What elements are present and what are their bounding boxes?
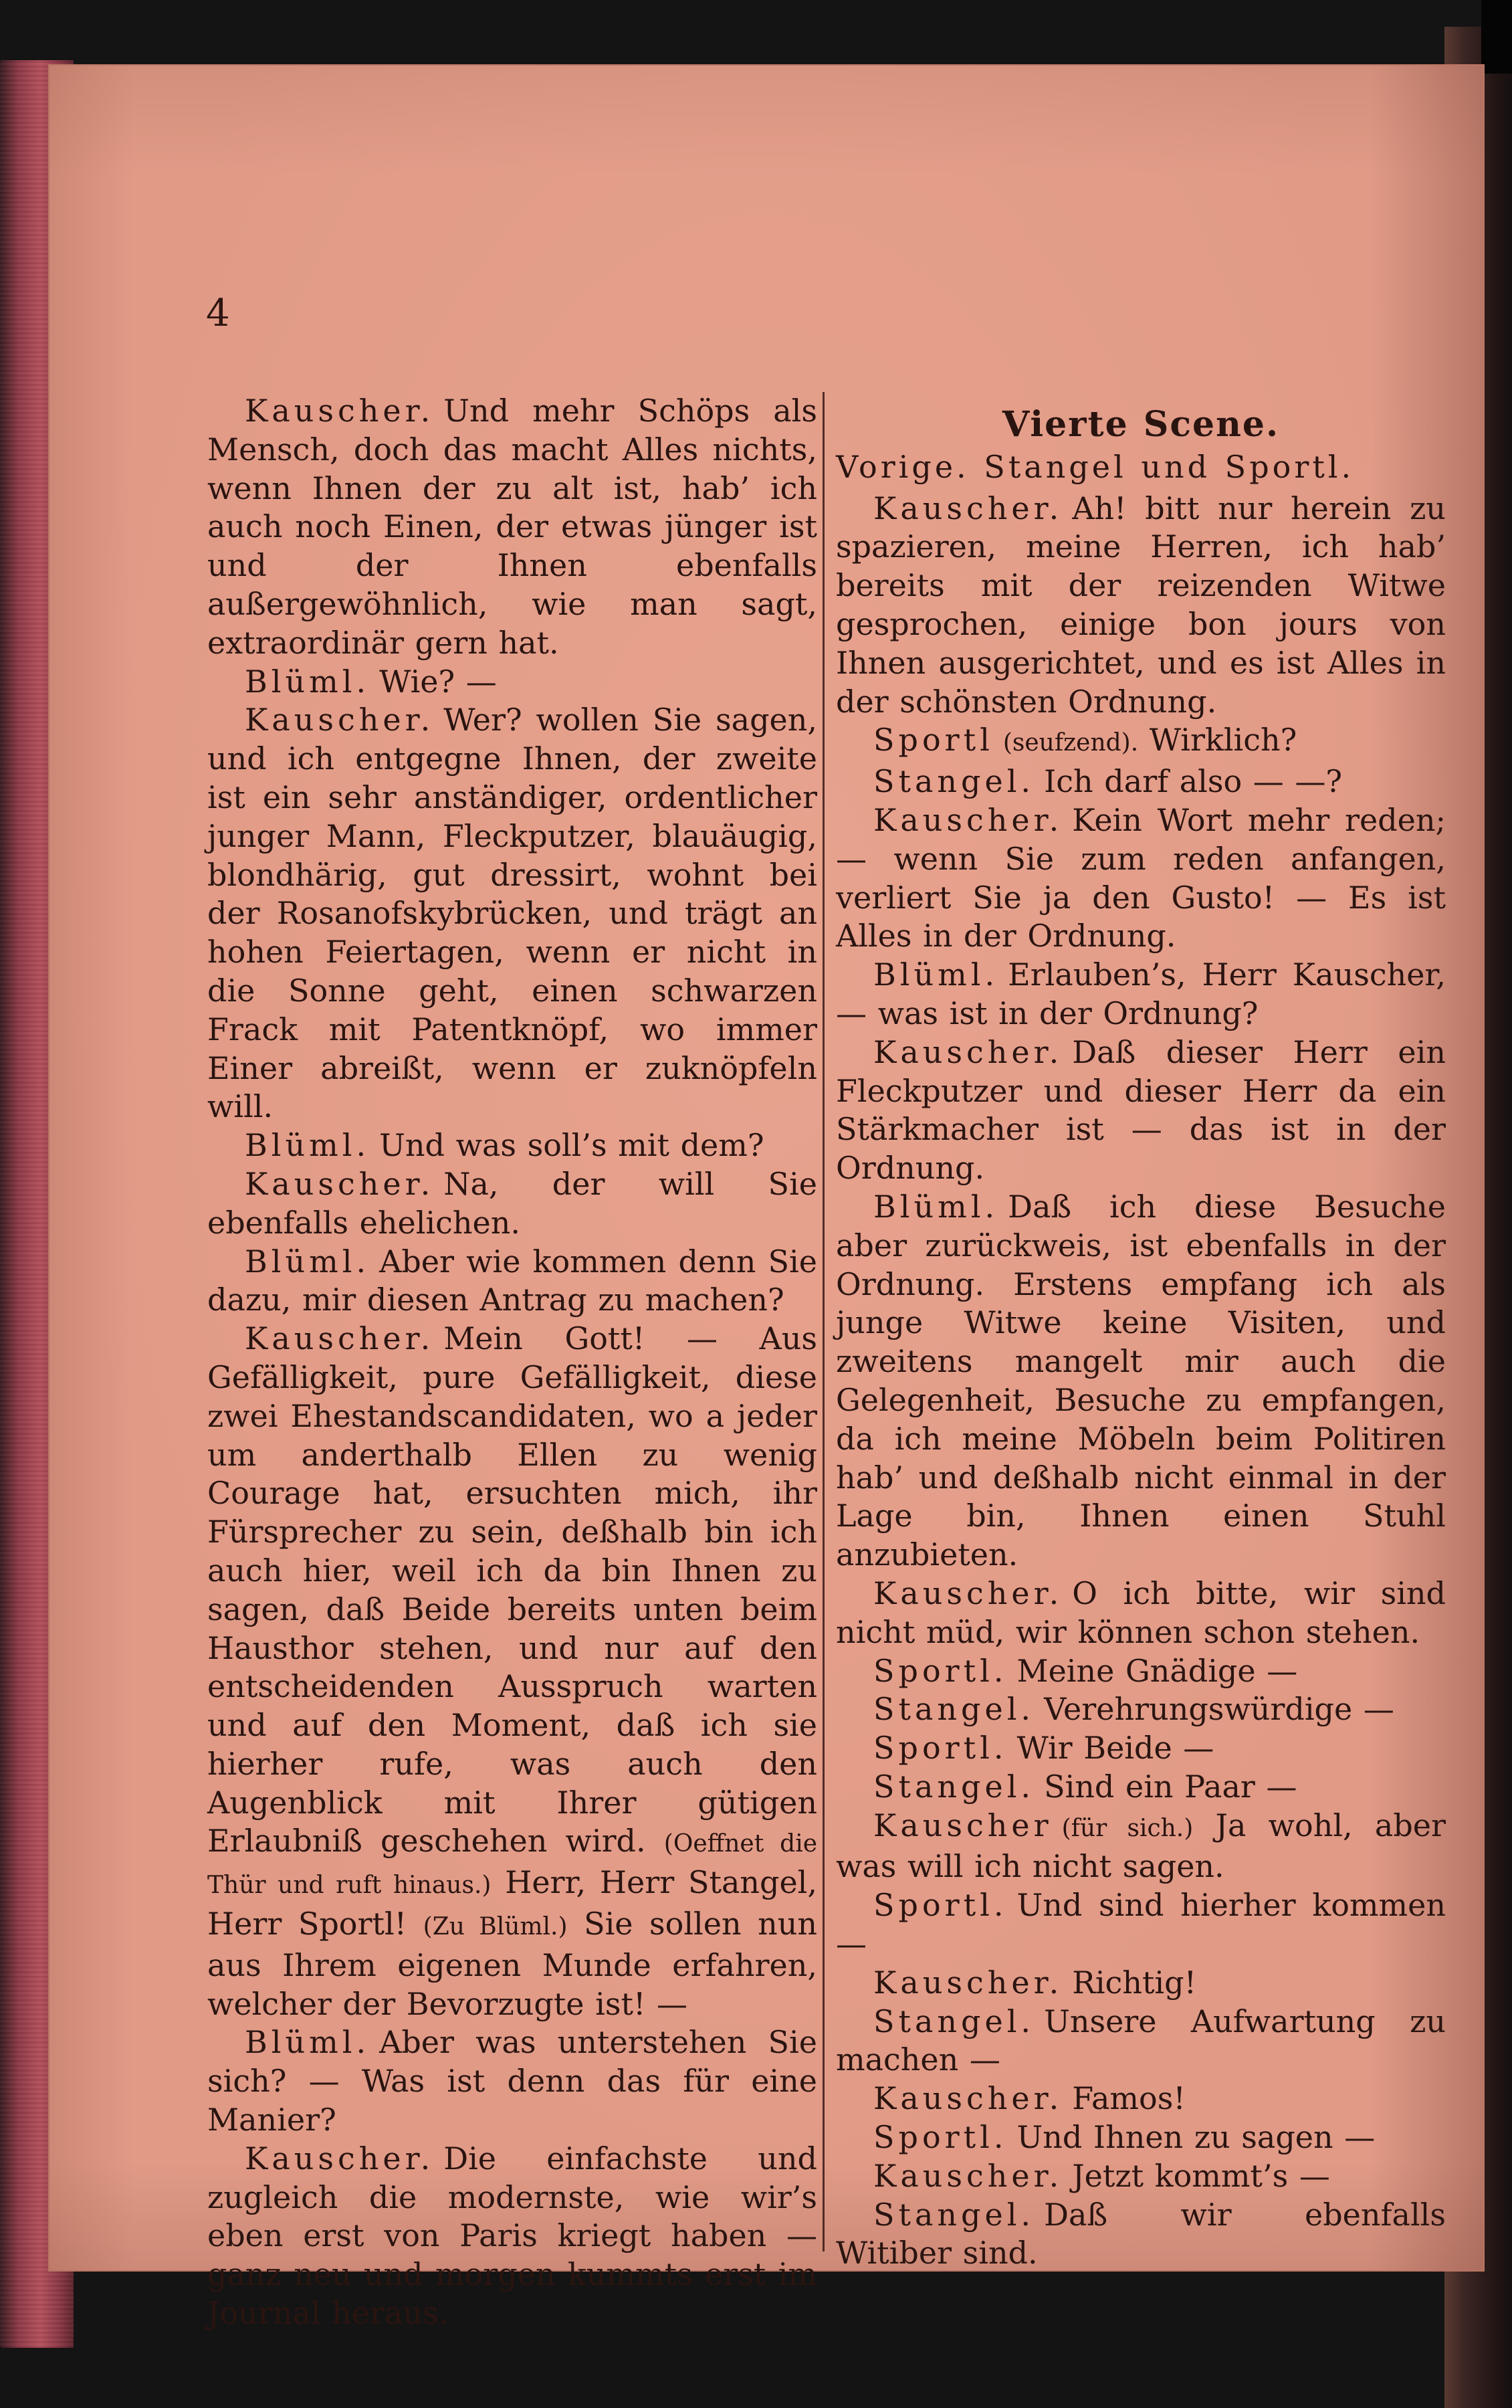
speaker-name: Sportl. [873, 1887, 1008, 1924]
dialogue-line [836, 1188, 1446, 1575]
dialogue-line [207, 392, 817, 663]
speaker-name: Kauscher. [873, 1033, 1063, 1070]
speech-text: Daß wir ebenfalls Witiber sind. [836, 2196, 1446, 2272]
speaker-name: Kauscher. [245, 1320, 435, 1357]
dialogue-line [836, 763, 1446, 801]
scan-corner [1481, 0, 1512, 74]
speaker-name: Kauscher. [245, 2140, 435, 2177]
dialogue-line [836, 956, 1446, 1033]
dialogue-line [836, 2157, 1446, 2196]
dialogue-line [207, 2023, 817, 2139]
speech-text: Meine Gnädige — [1016, 1652, 1298, 1689]
right-column [836, 405, 1446, 2273]
dialogue-line [836, 1690, 1446, 1729]
page-number: 4 [206, 292, 230, 335]
speech-text: Die einfachste und zugleich die modernste, wie wir’s eben erst von Paris kriegt haben — ganz neu und morgen kummts erst im Journal heraus. [207, 2140, 817, 2332]
dialogue-line [836, 721, 1446, 763]
speaker-name: Kauscher. [873, 2080, 1063, 2117]
speech-text: Richtig! [1072, 1964, 1197, 2001]
speaker-name: Sportl [873, 722, 994, 759]
dialogue-line [836, 1807, 1446, 1887]
speaker-name: Stangel. [873, 2003, 1035, 2039]
speech-text: Und was soll’s mit dem? [379, 1127, 764, 1164]
speaker-name: Kauscher. [873, 1964, 1063, 2001]
speech-text: Ah! bitt nur herein zu spazieren, meine Herren, ich hab’ bereits mit der reizenden Witwe gesprochen, einige bon jours von Ihnen ausgerichtet, und es ist Alles in der schönsten Ordnung. [836, 490, 1446, 720]
stage-direction: (Oeffnet die Thür und ruft hinaus.) [207, 1830, 818, 1900]
speech-text: Wer? wollen Sie sagen, und ich entgegne Ihnen, der zweite ist ein sehr anständiger, ordentlicher junger Mann, Fleckputzer, blauäugig, blondhärig, gut dressirt, wohnt bei der Rosanofskybrücken, und trägt an hohen Feiertagen, wenn er nicht in die Sonne geht, einen schwarzen Frack mit Patentknöpf, wo immer Einer abreißt, wenn er zuknöpfeln will. [207, 702, 817, 1125]
speaker-name: Sportl. [873, 1652, 1008, 1689]
dialogue-line [836, 2118, 1446, 2157]
speaker-name: Kauscher. [873, 2157, 1063, 2194]
speech-text: Daß ich diese Besuche aber zurückweis, ist ebenfalls in der Ordnung. Erstens empfang ich als junge Witwe keine Visiten, und zweitens mangelt mir auch die Gelegenheit, Besuche zu empfangen, da ich meine Möbeln beim Politiren hab’ und deßhalb nicht einmal in der Lage bin, Ihnen einen Stuhl anzubieten. [836, 1188, 1446, 1573]
speaker-name: Kauscher. [245, 393, 435, 429]
speaker-name: Blüml. [245, 1127, 370, 1164]
dialogue-line [836, 2003, 1446, 2080]
speech-text: Wir Beide — [1016, 1730, 1214, 1767]
speaker-name: Sportl. [873, 2119, 1008, 2156]
speech-text: Wie? — [379, 663, 497, 700]
speaker-name: Stangel. [873, 1691, 1035, 1728]
speech-text: Sind ein Paar — [1044, 1768, 1297, 1805]
speech-text: Ich darf also — —? [1044, 763, 1343, 800]
cast-line: Vorige. Stangel und Sportl. [836, 448, 1355, 485]
dialogue-line [836, 1575, 1446, 1652]
dialogue-line [207, 1320, 817, 2023]
stage-direction: (Zu Blüml.) [423, 1913, 568, 1941]
speech-text: Und Ihnen zu sagen — [1016, 2119, 1376, 2156]
stage-direction: (seufzend). [1002, 729, 1139, 757]
left-column [207, 392, 817, 2333]
speaker-name: Kauscher. [873, 490, 1063, 526]
speaker-name: Kauscher. [245, 1165, 435, 1202]
speaker-name: Sportl. [873, 1730, 1008, 1767]
speech-text: Na, der will Sie ebenfalls ehelichen. [207, 1165, 817, 1241]
speech-text: Sie sollen nun aus Ihrem eigenen Munde erfahren, welcher der Bevorzugte ist! — [207, 1906, 817, 2022]
speech-text: Wirklich? [1149, 722, 1297, 759]
speaker-name: Kauscher. [245, 702, 435, 738]
speech-text: O ich bitte, wir sind nicht müd, wir können schon stehen. [836, 1575, 1446, 1650]
speech-text: Mein Gott! — Aus Gefälligkeit, pure Gefälligkeit, diese zwei Ehestandscandidaten, wo a jeder um anderthalb Ellen zu wenig Courage hat, ersuchten mich, ihr Fürsprecher zu sein, deßhalb bin ich auch hier, weil ich da bin Ihnen zu sagen, daß Beide bereits unten beim Hausthor stehen, und nur auf den entscheidenden Ausspruch warten und auf den Moment, daß ich sie hierher rufe, was auch den Augenblick mit Ihrer gütigen Erlaubniß geschehen wird. [207, 1320, 817, 1860]
dialogue-line [207, 701, 817, 1126]
speech-text: Kein Wort mehr reden; — wenn Sie zum reden anfangen, verliert Sie ja den Gusto! — Es ist Alles in der Ordnung. [836, 801, 1446, 955]
speaker-name: Stangel. [873, 1768, 1035, 1805]
dialogue-line [836, 1033, 1446, 1188]
dialogue-line [207, 2140, 817, 2333]
dialogue-line [836, 2080, 1446, 2118]
speaker-name: Blüml. [873, 957, 999, 993]
dialogue-line [836, 1729, 1446, 1768]
speaker-name: Kauscher [873, 1807, 1053, 1843]
speaker-name: Stangel. [873, 763, 1035, 800]
dialogue-line [207, 1126, 817, 1165]
dialogue-line [836, 2196, 1446, 2274]
column-divider [823, 392, 825, 2251]
scene-title: Vierte Scene. [1002, 404, 1280, 445]
dialogue-line [207, 663, 817, 702]
dialogue-line [836, 1652, 1446, 1691]
dialogue-line [836, 1886, 1446, 1964]
speech-text: Herr, Herr Stangel, Herr Sportl! [207, 1864, 817, 1942]
stage-direction: (für sich.) [1061, 1814, 1194, 1842]
dialogue-line [836, 490, 1446, 722]
speech-text: Famos! [1072, 2080, 1186, 2117]
dialogue-line [207, 1243, 817, 1320]
speech-text: Unsere Aufwartung zu machen — [836, 2003, 1446, 2078]
speech-text: Und sind hierher kommen — [836, 1887, 1446, 1963]
speaker-name: Blüml. [245, 2024, 370, 2061]
speech-text: Ja wohl, aber was will ich nicht sagen. [836, 1807, 1446, 1885]
speech-text: Erlauben’s, Herr Kauscher, — was ist in der Ordnung? [836, 957, 1446, 1031]
speech-text: Aber was unterstehen Sie sich? — Was ist denn das für eine Manier? [207, 2024, 817, 2138]
dialogue-line [836, 1964, 1446, 2003]
speech-text: Jetzt kommt’s — [1072, 2157, 1330, 2194]
dialogue-line [836, 1768, 1446, 1807]
speech-text: Daß dieser Herr ein Fleckputzer und dieser Herr da ein Stärkmacher ist — das ist in der Ordnung. [836, 1033, 1446, 1187]
speaker-name: Blüml. [245, 1243, 370, 1280]
page-sheet [48, 64, 1485, 2332]
speech-text: Und mehr Schöps als Mensch, doch das macht Alles nichts, wenn Ihnen der zu alt ist, hab’ ich auch noch Einen, der etwas jünger ist und der Ihnen ebenfalls außergewöhnlich, wie man sagt, extraordinär gern hat. [207, 393, 817, 661]
speech-text: Aber wie kommen denn Sie dazu, mir diesen Antrag zu machen? [207, 1243, 817, 1318]
speaker-name: Kauscher. [873, 801, 1063, 838]
speaker-name: Stangel. [873, 2196, 1035, 2233]
speaker-name: Blüml. [873, 1188, 999, 1225]
dialogue-line [836, 801, 1446, 956]
speech-text: Verehrungswürdige — [1044, 1691, 1394, 1728]
dialogue-line [207, 1165, 817, 1243]
speaker-name: Blüml. [245, 663, 370, 700]
speaker-name: Kauscher. [873, 1575, 1063, 1611]
